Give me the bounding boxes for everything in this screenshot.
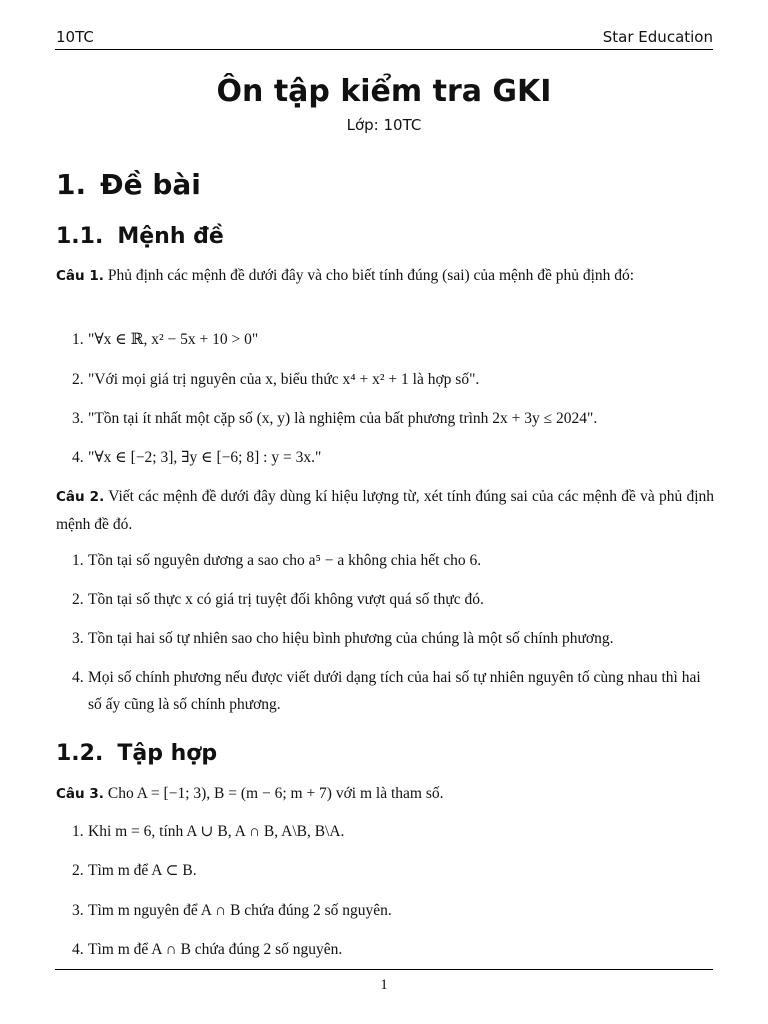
- question-3: [56, 780, 714, 808]
- item-text: "∀x ∈ [−2; 3], ∃y ∈ [−6; 8] : y = 3x.": [88, 449, 322, 466]
- subsection-number: 1.1.: [56, 224, 104, 249]
- list-item: [72, 897, 714, 924]
- item-text: Mọi số chính phương nếu được viết dưới dạng tích của hai số tự nhiên nguyên tố cùng nhau thì hai số ấy cũng là số chính phương.: [88, 669, 701, 713]
- item-text: "∀x ∈ ℝ, x² − 5x + 10 > 0": [88, 331, 259, 348]
- list-item: [72, 857, 714, 884]
- list-item: [72, 936, 714, 963]
- list-item: [72, 326, 714, 353]
- question-1: [56, 262, 714, 290]
- question-2: [56, 483, 714, 538]
- section-title: Đề bài: [100, 168, 201, 201]
- list-item: [72, 405, 714, 432]
- question-text: Viết các mệnh đề dưới đây dùng kí hiệu lượng từ, xét tính đúng sai của các mệnh đề và phủ định mệnh đề đó.: [56, 488, 714, 533]
- section-heading: [56, 168, 201, 201]
- header-right: Star Education: [602, 28, 713, 46]
- item-text: Tìm m để A ∩ B chứa đúng 2 số nguyên.: [88, 941, 343, 958]
- list-item: [72, 547, 714, 574]
- question-label: Câu 2.: [56, 489, 105, 505]
- item-number: 3.: [72, 630, 84, 647]
- list-item: [72, 444, 714, 471]
- item-text: "Tồn tại ít nhất một cặp số (x, y) là nghiệm của bất phương trình 2x + 3y ≤ 2024".: [88, 410, 598, 427]
- header-rule: [55, 49, 713, 50]
- item-text: Tồn tại số thực x có giá trị tuyệt đối không vượt quá số thực đó.: [88, 591, 484, 608]
- item-text: Tồn tại số nguyên dương a sao cho a⁵ − a không chia hết cho 6.: [88, 552, 482, 569]
- page-number: 1: [380, 977, 388, 993]
- item-text: Tồn tại hai số tự nhiên sao cho hiệu bình phương của chúng là một số chính phương.: [88, 630, 614, 647]
- item-number: 2.: [72, 371, 84, 388]
- header-left: 10TC: [56, 28, 94, 46]
- subsection-heading-2: [56, 741, 217, 766]
- item-number: 1.: [72, 552, 84, 569]
- item-number: 4.: [72, 669, 84, 686]
- subsection-title: Mệnh đề: [117, 224, 224, 249]
- item-text: "Với mọi giá trị nguyên của x, biểu thức x⁴ + x² + 1 là hợp số".: [88, 371, 480, 388]
- footer-rule: [55, 969, 713, 970]
- item-number: 1.: [72, 823, 84, 840]
- item-text: Tìm m để A ⊂ B.: [88, 862, 197, 879]
- item-number: 2.: [72, 862, 84, 879]
- list-item: [72, 366, 714, 393]
- page-subtitle: Lớp: 10TC: [346, 116, 422, 134]
- page-title: Ôn tập kiểm tra GKI: [216, 74, 552, 109]
- subsection-number: 1.2.: [56, 741, 104, 766]
- item-number: 4.: [72, 941, 84, 958]
- item-number: 4.: [72, 449, 84, 466]
- subsection-heading-1: [56, 224, 224, 249]
- question-label: Câu 1.: [56, 268, 104, 284]
- list-item: [72, 664, 714, 718]
- item-text: Khi m = 6, tính A ∪ B, A ∩ B, A\B, B\A.: [88, 823, 345, 840]
- item-number: 3.: [72, 902, 84, 919]
- item-number: 1.: [72, 331, 84, 348]
- section-number: 1.: [56, 168, 87, 201]
- list-item: [72, 818, 714, 845]
- item-text: Tìm m nguyên để A ∩ B chứa đúng 2 số nguyên.: [88, 902, 392, 919]
- item-number: 3.: [72, 410, 84, 427]
- question-label: Câu 3.: [56, 786, 104, 802]
- item-number: 2.: [72, 591, 84, 608]
- subsection-title: Tập hợp: [117, 741, 218, 766]
- list-item: [72, 625, 714, 652]
- question-text: Phủ định các mệnh đề dưới đây và cho biết tính đúng (sai) của mệnh đề phủ định đó:: [107, 267, 635, 284]
- question-text: Cho A = [−1; 3), B = (m − 6; m + 7) với m là tham số.: [107, 785, 444, 802]
- list-item: [72, 586, 714, 613]
